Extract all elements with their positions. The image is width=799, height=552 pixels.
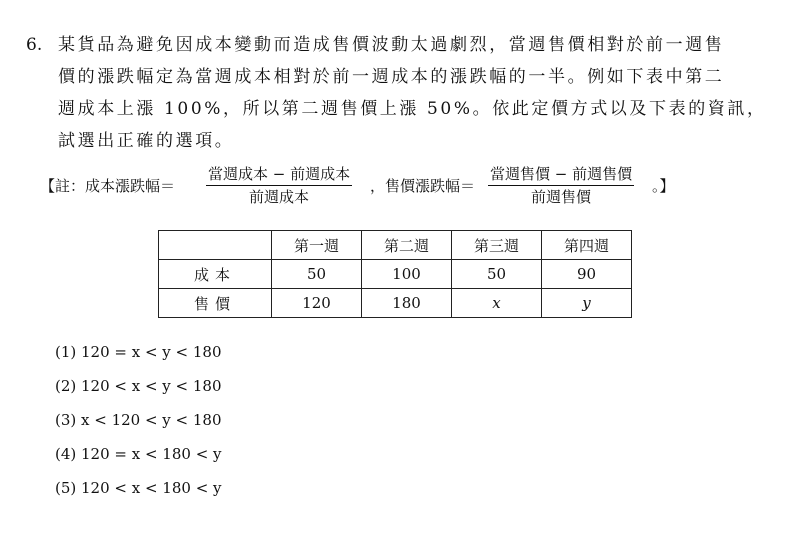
option-4[interactable]	[55, 444, 222, 464]
option-text: 120 < x < 180 < y	[81, 479, 222, 497]
option-label: (2)	[55, 377, 77, 395]
option-text: x < 120 < y < 180	[81, 411, 222, 429]
table-cell: 50	[452, 260, 542, 289]
cost-price-table	[158, 230, 632, 318]
price-fraction-denominator: 前週售價	[531, 188, 592, 206]
table-row	[159, 289, 632, 318]
table-row-label: 售價	[159, 289, 272, 318]
cost-change-fraction	[206, 165, 352, 207]
option-3[interactable]	[55, 410, 222, 430]
table-header-cell: 第一週	[272, 231, 362, 260]
option-1[interactable]	[55, 342, 222, 362]
note-prefix: 【註：成本漲跌幅＝	[40, 177, 176, 195]
note-middle: ，售價漲跌幅＝	[370, 177, 476, 195]
table-header-cell: 第二週	[362, 231, 452, 260]
table-cell: 180	[362, 289, 452, 318]
question-line-2: 價的漲跌幅定為當週成本相對於前一週成本的漲跌幅的一半。例如下表中第二	[58, 67, 725, 87]
table-header-cell: 第三週	[452, 231, 542, 260]
question-line-3: 週成本上漲 100%，所以第二週售價上漲 50%。依此定價方式以及下表的資訊，	[58, 99, 767, 119]
table-header-row	[159, 231, 632, 260]
question-number: 6.	[26, 35, 43, 55]
table-corner-cell	[159, 231, 272, 260]
price-fraction-bar	[488, 185, 634, 186]
option-text: 120 = x < 180 < y	[81, 445, 222, 463]
question-line-1: 某貨品為避免因成本變動而造成售價波動太過劇烈，當週售價相對於前一週售	[58, 35, 725, 55]
option-label: (3)	[55, 411, 77, 429]
option-2[interactable]	[55, 376, 222, 396]
table-cell: 100	[362, 260, 452, 289]
table-cell: y	[542, 289, 632, 318]
option-text: 120 < x < y < 180	[81, 377, 222, 395]
table-cell: 90	[542, 260, 632, 289]
option-5[interactable]	[55, 478, 222, 498]
cost-fraction-denominator: 前週成本	[249, 188, 310, 206]
option-label: (5)	[55, 479, 77, 497]
cost-fraction-bar	[206, 185, 352, 186]
option-label: (4)	[55, 445, 77, 463]
table-row	[159, 260, 632, 289]
note-suffix: 。】	[652, 177, 675, 195]
cost-fraction-numerator: 當週成本 − 前週成本	[208, 165, 351, 183]
question-line-4: 試選出正確的選項。	[58, 131, 235, 151]
table-cell: x	[452, 289, 542, 318]
price-fraction-numerator: 當週售價 − 前週售價	[490, 165, 633, 183]
table-cell: 50	[272, 260, 362, 289]
option-label: (1)	[55, 343, 77, 361]
option-text: 120 = x < y < 180	[81, 343, 222, 361]
table-row-label: 成本	[159, 260, 272, 289]
price-change-fraction	[488, 165, 634, 207]
table-cell: 120	[272, 289, 362, 318]
table-header-cell: 第四週	[542, 231, 632, 260]
